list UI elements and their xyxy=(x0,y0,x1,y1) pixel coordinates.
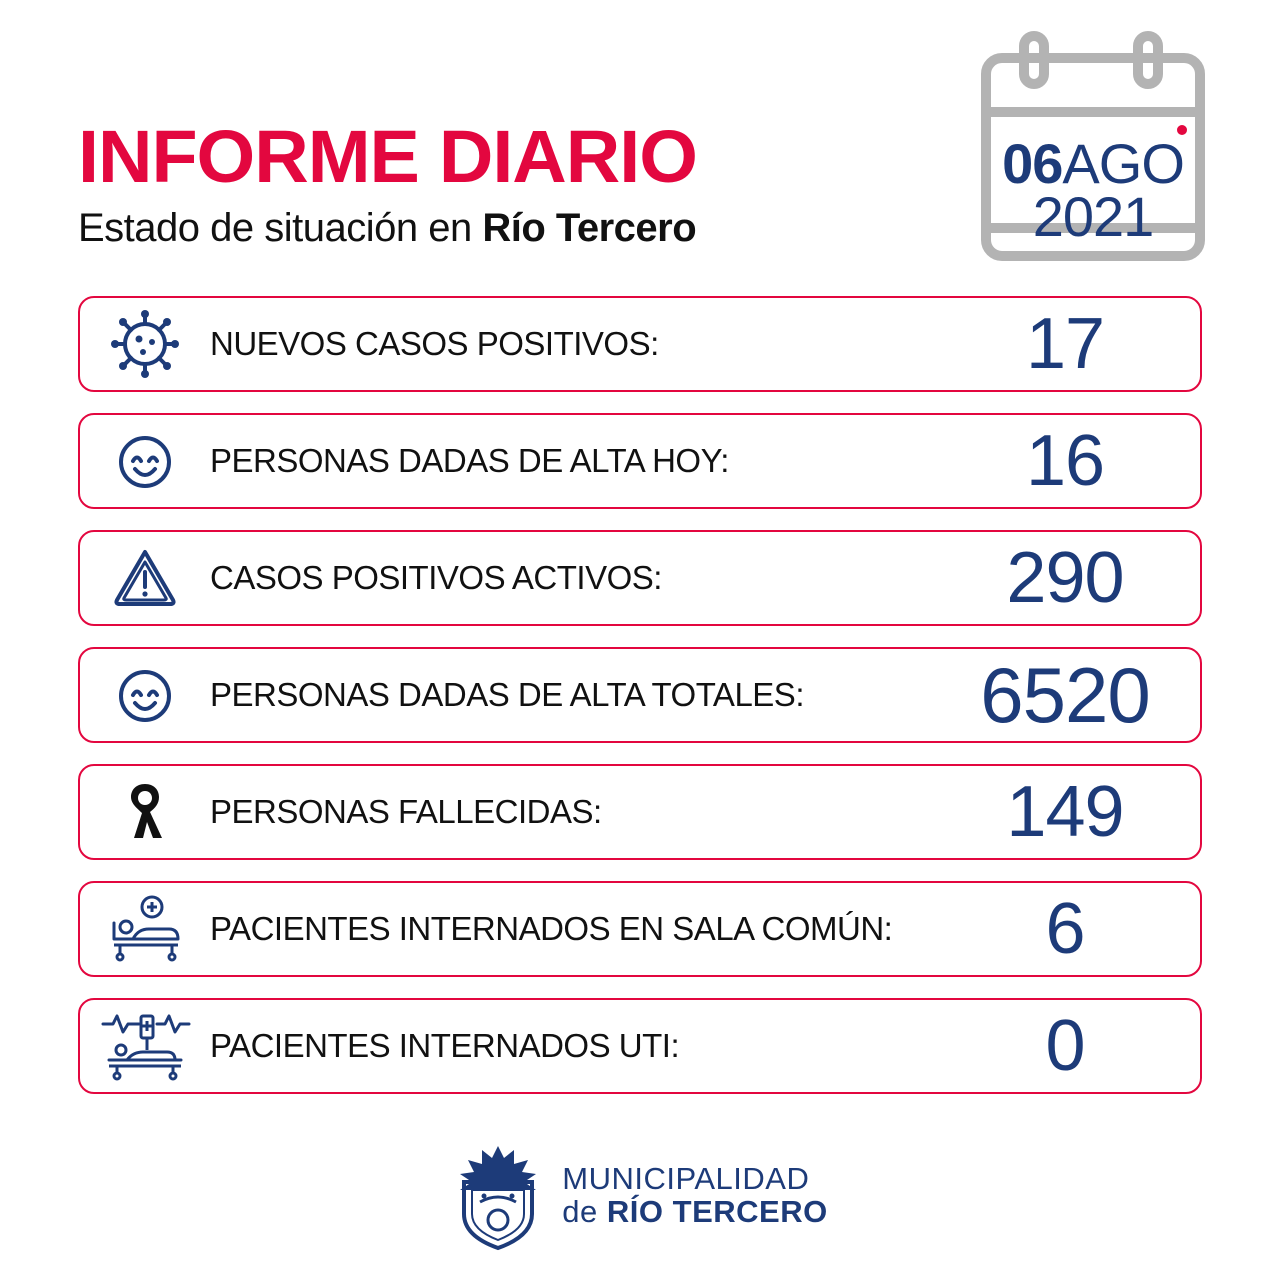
calendar-day: 06 xyxy=(1002,132,1063,195)
header xyxy=(78,115,1200,280)
stat-value: 17 xyxy=(1025,304,1105,384)
stat-row xyxy=(78,647,1202,743)
smiley-face-icon xyxy=(80,413,210,509)
footer xyxy=(0,1140,1278,1252)
page-title: INFORME DIARIO xyxy=(78,115,697,198)
stat-row xyxy=(78,413,1202,509)
stat-row xyxy=(78,764,1202,860)
stat-row xyxy=(78,881,1202,977)
stat-label: PERSONAS FALLECIDAS: xyxy=(210,793,602,830)
stat-value: 16 xyxy=(1025,421,1105,501)
municipality-line1: MUNICIPALIDAD xyxy=(562,1161,810,1197)
stat-label: PERSONAS DADAS DE ALTA TOTALES: xyxy=(210,676,804,713)
subtitle-prefix: Estado de situación en xyxy=(78,206,483,250)
page-subtitle xyxy=(78,208,1200,248)
smiley-face-icon xyxy=(80,647,210,743)
stat-value: 290 xyxy=(1006,538,1124,618)
calendar-month: AGO xyxy=(1062,132,1184,195)
municipality-city: RÍO TERCERO xyxy=(606,1194,828,1229)
stat-row xyxy=(78,530,1202,626)
icu-bed-icon xyxy=(80,998,210,1094)
municipality-wordmark xyxy=(562,1163,827,1228)
stat-label: PACIENTES INTERNADOS EN SALA COMÚN: xyxy=(210,910,893,947)
stat-label: CASOS POSITIVOS ACTIVOS: xyxy=(210,559,662,596)
stat-value: 0 xyxy=(1045,1006,1085,1086)
stat-row xyxy=(78,998,1202,1094)
stat-label: NUEVOS CASOS POSITIVOS: xyxy=(210,325,659,362)
mourning-ribbon-icon xyxy=(80,764,210,860)
stat-label: PACIENTES INTERNADOS UTI: xyxy=(210,1027,680,1064)
stats-list xyxy=(78,296,1202,1115)
stat-row xyxy=(78,296,1202,392)
calendar-year: 2021 xyxy=(1032,184,1154,248)
virus-icon xyxy=(80,296,210,392)
municipal-crest-icon xyxy=(450,1140,546,1252)
stat-value: 6520 xyxy=(980,650,1150,739)
hospital-bed-icon xyxy=(80,881,210,977)
stat-value: 6 xyxy=(1045,889,1085,969)
warning-triangle-icon xyxy=(80,530,210,626)
stat-value: 149 xyxy=(1006,772,1124,852)
municipality-line2-prefix: de xyxy=(562,1194,607,1229)
subtitle-city: Río Tercero xyxy=(482,206,697,250)
stat-label: PERSONAS DADAS DE ALTA HOY: xyxy=(210,442,729,479)
